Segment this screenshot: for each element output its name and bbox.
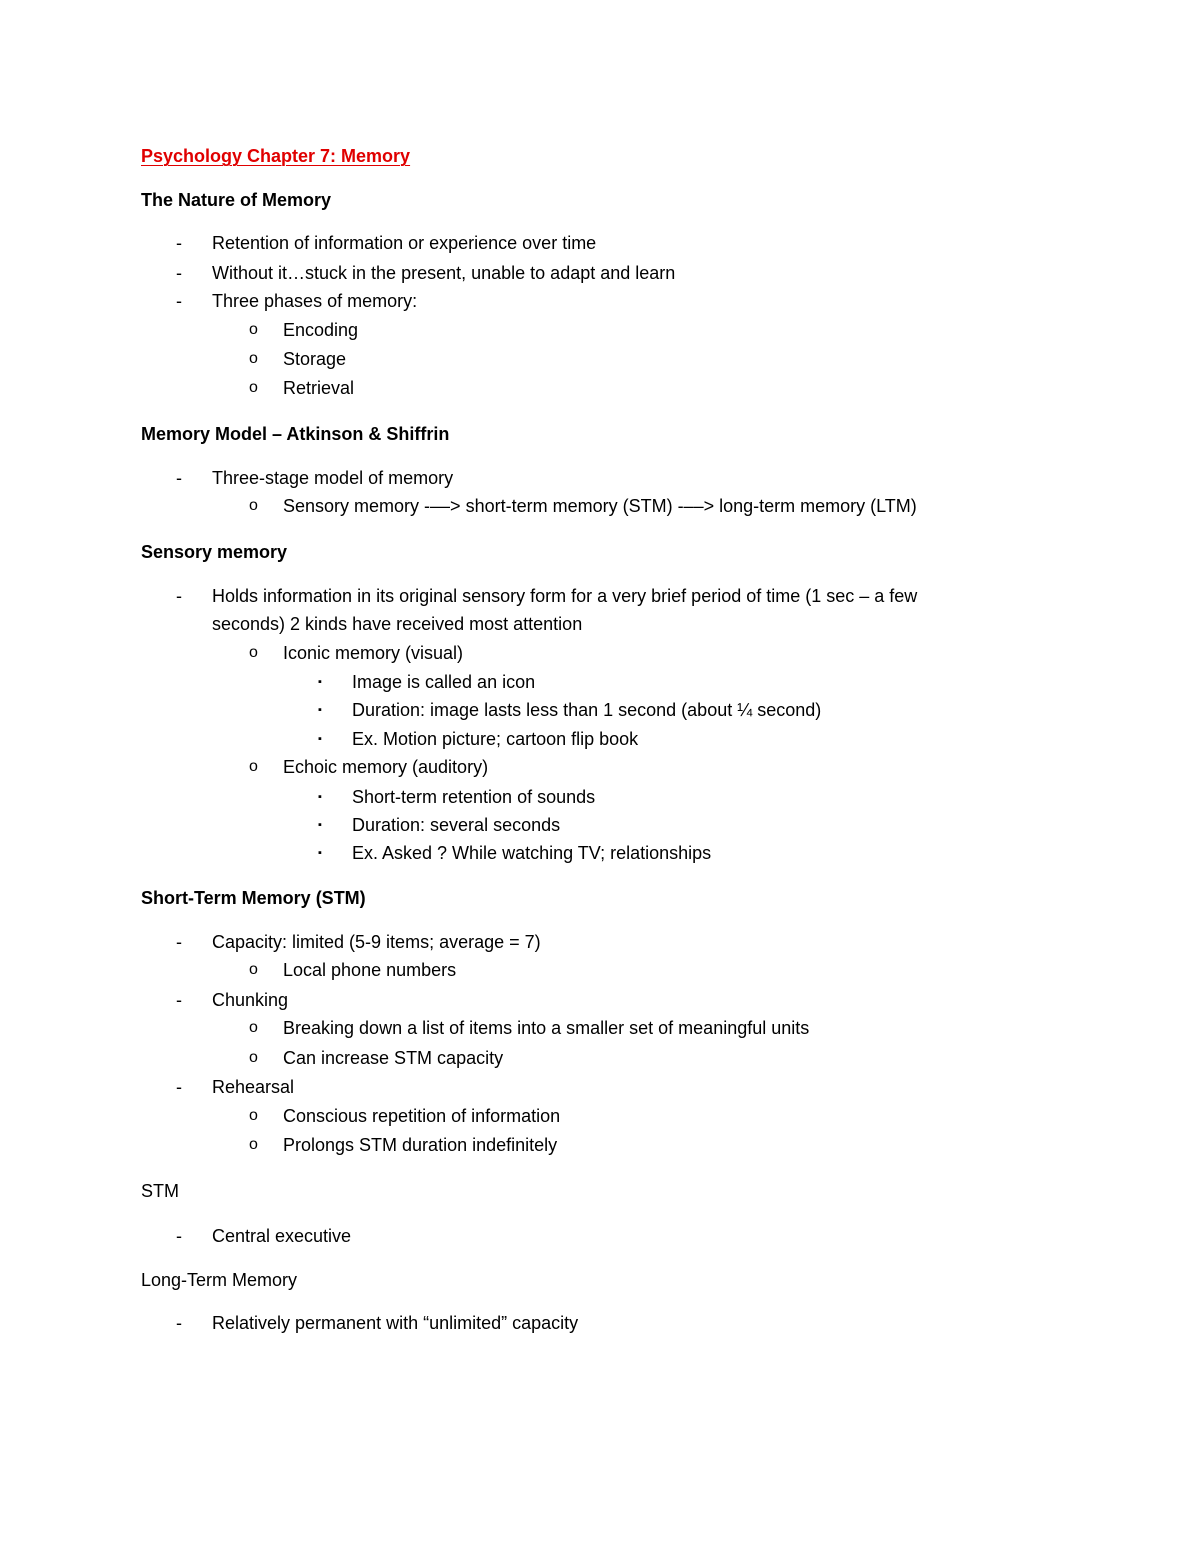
document-title: Psychology Chapter 7: Memory [141,146,411,166]
list-item-text: Chunking [212,990,289,1010]
sub-sub-list-item-text: Short-term retention of sounds [352,787,596,807]
section-heading-model: Memory Model – Atkinson & Shiffrin [141,424,450,444]
sub-list-item-text: Prolongs STM duration indefinitely [283,1135,558,1155]
list-item-text: Relatively permanent with “unlimited” capacity [212,1313,579,1333]
circle-bullet: o [249,350,258,367]
sub-list-item-text: Can increase STM capacity [283,1048,504,1068]
sub-list-item-text: Storage [283,349,347,369]
list-item-text: Three-stage model of memory [212,468,454,488]
circle-bullet: o [249,497,258,514]
circle-bullet: o [249,644,258,661]
circle-bullet: o [249,1049,258,1066]
sub-list-item-text: Retrieval [283,378,355,398]
square-bullet: ▪ [318,791,322,803]
dash-bullet: - [176,233,182,253]
section-heading-sensory: Sensory memory [141,542,288,562]
circle-bullet: o [249,1136,258,1153]
circle-bullet: o [249,1107,258,1124]
section-heading-nature: The Nature of Memory [141,190,332,210]
list-item-text: Three phases of memory: [212,291,418,311]
dash-bullet: - [176,1226,182,1246]
sub-sub-list-item-text: Ex. Motion picture; cartoon flip book [352,729,639,749]
list-item-text: Central executive [212,1226,352,1246]
dash-bullet: - [176,1313,182,1333]
circle-bullet: o [249,379,258,396]
sub-list-item-text: Iconic memory (visual) [283,643,464,663]
section-heading-stm-2: STM [141,1181,179,1201]
sub-sub-list-item-text: Image is called an icon [352,672,536,692]
square-bullet: ▪ [318,733,322,745]
list-item-text: Holds information in its original sensory form for a very brief period of time (1 sec – a few [212,586,918,606]
sub-list-item-text: Local phone numbers [283,960,457,980]
list-item-text: seconds) 2 kinds have received most attention [212,614,583,634]
circle-bullet: o [249,758,258,775]
dash-bullet: - [176,586,182,606]
list-item-text: Without it…stuck in the present, unable to adapt and learn [212,263,676,283]
dash-bullet: - [176,932,182,952]
square-bullet: ▪ [318,847,322,859]
list-item-text: Retention of information or experience over time [212,233,597,253]
dash-bullet: - [176,291,182,311]
dash-bullet: - [176,990,182,1010]
sub-list-item-text: Breaking down a list of items into a smaller set of meaningful units [283,1018,810,1038]
sub-list-item-text: Encoding [283,320,359,340]
sub-list-item-text: Conscious repetition of information [283,1106,561,1126]
section-heading-ltm: Long-Term Memory [141,1270,298,1290]
list-item-text: Rehearsal [212,1077,295,1097]
sub-list-item-text: Sensory memory -––> short-term memory (STM) -––> long-term memory (LTM) [283,496,917,516]
sub-sub-list-item-text: Duration: several seconds [352,815,561,835]
circle-bullet: o [249,321,258,338]
section-heading-stm: Short-Term Memory (STM) [141,888,366,908]
square-bullet: ▪ [318,819,322,831]
dash-bullet: - [176,468,182,488]
list-item-text: Capacity: limited (5-9 items; average = 7) [212,932,541,952]
dash-bullet: - [176,1077,182,1097]
sub-sub-list-item-text: Duration: image lasts less than 1 second (about ¼ second) [352,700,822,720]
dash-bullet: - [176,263,182,283]
sub-sub-list-item-text: Ex. Asked ? While watching TV; relationships [352,843,712,863]
circle-bullet: o [249,1019,258,1036]
sub-list-item-text: Echoic memory (auditory) [283,757,489,777]
square-bullet: ▪ [318,676,322,688]
square-bullet: ▪ [318,704,322,716]
circle-bullet: o [249,961,258,978]
